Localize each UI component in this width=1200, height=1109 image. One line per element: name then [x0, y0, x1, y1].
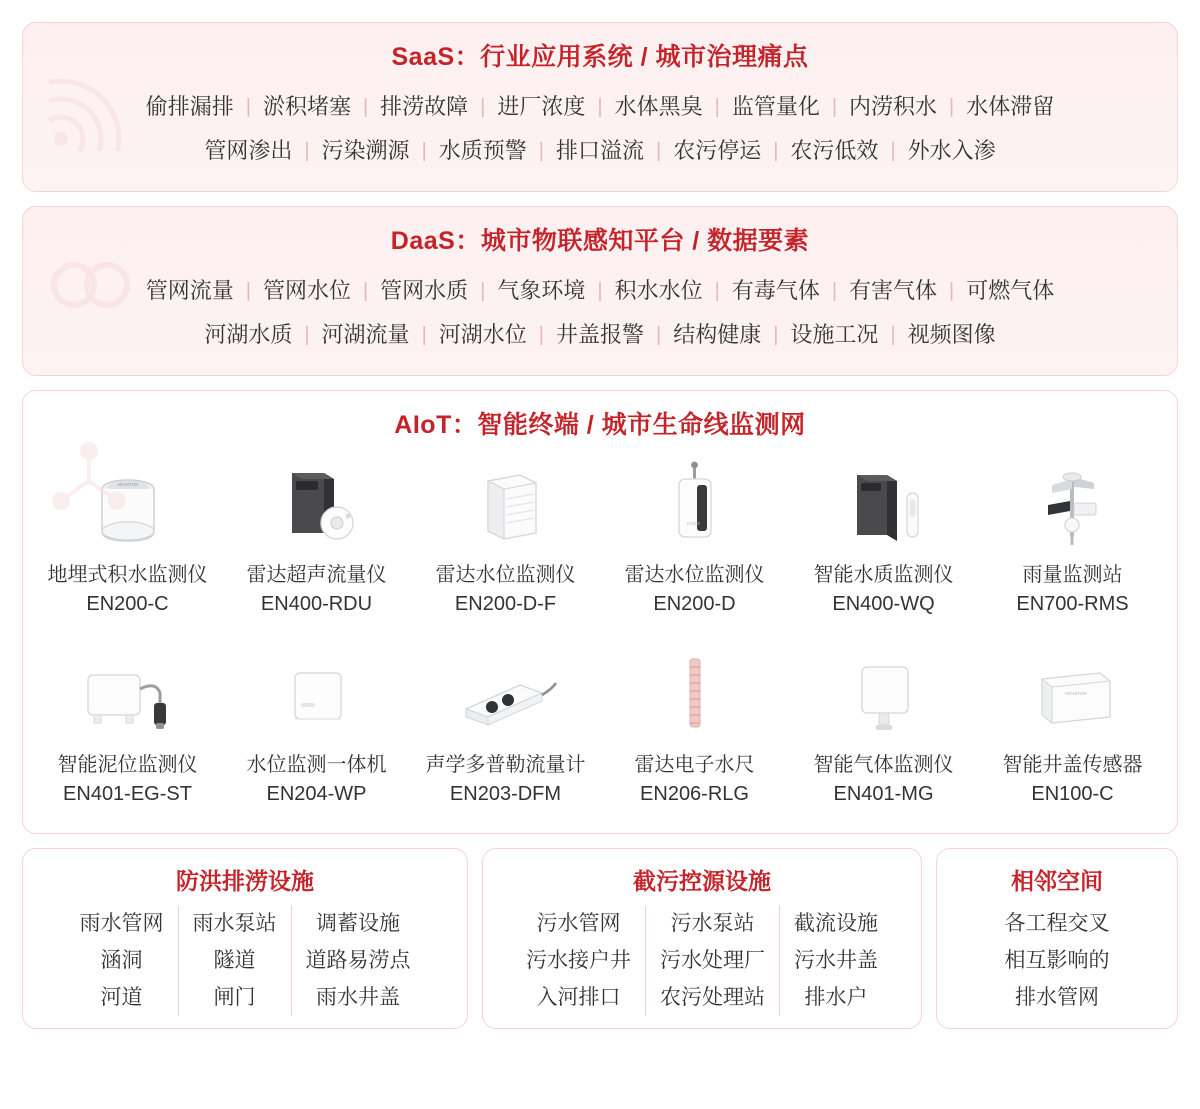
saas-keyword: 水体黑臭 — [614, 94, 703, 119]
device-name: 雷达超声流量仪 — [246, 564, 387, 586]
facility-item: 排水户 — [804, 985, 868, 1009]
daas-keyword: 结构健康 — [673, 322, 762, 347]
card-title: 防洪排涝设施 — [176, 868, 314, 894]
separator: | — [245, 96, 251, 118]
daas-keyword: 有害气体 — [849, 278, 938, 303]
device-card[interactable] — [789, 455, 978, 627]
separator: | — [597, 280, 603, 302]
device-card[interactable] — [600, 645, 789, 817]
svg-text:EN200: EN200 — [686, 521, 700, 526]
saas-keyword: 外水入渗 — [907, 138, 996, 163]
separator: | — [656, 324, 662, 346]
daas-keyword-rows — [23, 267, 1177, 375]
saas-keyword: 污染溯源 — [321, 138, 410, 163]
device-model: EN401-EG-ST — [63, 783, 192, 805]
device-name: 地埋式积水监测仪 — [47, 564, 208, 586]
daas-row-1 — [33, 269, 1167, 313]
card-column — [945, 906, 1169, 1016]
device-card[interactable] — [789, 645, 978, 817]
facility-item: 截流设施 — [794, 912, 878, 935]
daas-keyword: 河湖水位 — [438, 322, 527, 347]
separator: | — [949, 96, 955, 118]
saas-row-2 — [33, 129, 1167, 173]
separator: | — [480, 280, 486, 302]
device-model: EN400-RDU — [260, 593, 373, 615]
facility-item: 排水管网 — [1015, 985, 1099, 1009]
daas-keyword: 河湖水质 — [204, 322, 293, 347]
saas-keyword: 进厂浓度 — [497, 94, 586, 119]
device-card[interactable] — [222, 455, 411, 627]
device-model: EN700-RMS — [1016, 593, 1129, 615]
separator: | — [245, 280, 251, 302]
separator: | — [773, 324, 779, 346]
daas-panel — [22, 206, 1178, 376]
saas-keyword: 淤积堵塞 — [262, 94, 351, 119]
separator: | — [656, 140, 662, 162]
device-model: EN206-RLG — [640, 783, 749, 805]
separator: | — [362, 96, 369, 118]
saas-keyword: 水体滞留 — [966, 94, 1055, 119]
separator: | — [480, 96, 486, 118]
card-column — [291, 906, 425, 1016]
aiot-device-grid — [23, 451, 1177, 833]
aiot-panel — [22, 390, 1178, 834]
facility-item: 涵洞 — [100, 948, 143, 972]
device-name: 雷达水位监测仪 — [435, 564, 576, 586]
facility-item: 农污处理站 — [660, 985, 765, 1009]
daas-keyword: 可燃气体 — [966, 278, 1055, 303]
separator: | — [890, 140, 896, 162]
svg-text:MONITOR: MONITOR — [116, 482, 139, 487]
saas-keyword: 农污停运 — [673, 138, 762, 163]
separator: | — [304, 324, 310, 346]
daas-keyword: 管网水质 — [380, 278, 469, 303]
device-card[interactable] — [411, 645, 600, 817]
device-card[interactable] — [33, 645, 222, 817]
facility-item: 污水接户井 — [526, 948, 631, 972]
separator: | — [714, 280, 720, 302]
gas-monitor-icon — [809, 649, 959, 741]
saas-panel — [22, 22, 1178, 192]
radar-ultrasonic-flowmeter-icon — [242, 459, 392, 551]
facility-item: 污水处理厂 — [660, 948, 765, 972]
device-name: 智能泥位监测仪 — [57, 754, 198, 776]
facility-item: 闸门 — [213, 985, 256, 1009]
device-model: EN203-DFM — [449, 783, 562, 805]
facility-item: 隧道 — [213, 948, 256, 972]
device-model: EN200-D — [653, 593, 736, 615]
card-column — [178, 906, 291, 1016]
daas-keyword: 气象环境 — [497, 278, 586, 303]
device-card[interactable] — [600, 455, 789, 627]
svg-text:MONITOR: MONITOR — [1064, 691, 1087, 696]
saas-keyword: 排口溢流 — [555, 138, 644, 163]
card-column — [512, 906, 645, 1016]
facility-item: 各工程交叉 — [1004, 912, 1110, 935]
saas-keyword: 水质预警 — [438, 138, 527, 163]
device-model: EN200-C — [86, 593, 169, 615]
pollution-interception-card — [482, 848, 922, 1029]
facility-item: 河道 — [100, 985, 143, 1009]
device-name: 水位监测一体机 — [246, 754, 387, 776]
daas-keyword: 井盖报警 — [555, 322, 644, 347]
saas-keyword: 偷排漏排 — [145, 94, 234, 119]
acoustic-doppler-flowmeter-icon — [431, 649, 581, 741]
saas-title: SaaS：行业应用系统 / 城市治理痛点 — [391, 43, 809, 71]
sludge-level-monitor-icon — [53, 649, 203, 741]
device-name: 雨量监测站 — [1022, 564, 1123, 586]
device-name: 智能水质监测仪 — [813, 564, 954, 586]
card-columns — [491, 906, 913, 1016]
manhole-cover-sensor-icon — [998, 649, 1148, 741]
device-card[interactable] — [222, 645, 411, 817]
device-model: EN200-D-F — [454, 593, 557, 615]
radar-level-probe-icon — [620, 459, 770, 551]
card-title: 相邻空间 — [1011, 868, 1103, 894]
separator: | — [831, 280, 838, 302]
facility-item: 道路易涝点 — [305, 948, 411, 972]
device-name: 雷达电子水尺 — [634, 754, 755, 776]
device-card[interactable] — [411, 455, 600, 627]
daas-keyword: 视频图像 — [907, 322, 996, 347]
facility-item: 雨水泵站 — [192, 912, 277, 935]
separator: | — [362, 280, 369, 302]
separator: | — [831, 96, 838, 118]
saas-keyword: 农污低效 — [790, 138, 879, 163]
daas-title: DaaS：城市物联感知平台 / 数据要素 — [390, 227, 810, 255]
rain-gauge-station-icon — [998, 459, 1148, 551]
device-name: 雷达水位监测仪 — [624, 564, 765, 586]
daas-keyword: 有毒气体 — [731, 278, 820, 303]
facility-item: 污水管网 — [536, 912, 621, 935]
saas-keyword: 排涝故障 — [380, 94, 469, 119]
electronic-water-gauge-icon — [620, 649, 770, 741]
device-model: EN204-WP — [266, 783, 367, 805]
facility-item: 入河排口 — [536, 985, 621, 1009]
card-column — [66, 906, 178, 1016]
daas-keyword: 设施工况 — [790, 322, 879, 347]
saas-keyword: 监管量化 — [731, 94, 820, 119]
flood-drainage-card — [22, 848, 468, 1029]
daas-row-2 — [33, 313, 1167, 357]
device-card[interactable] — [978, 455, 1167, 627]
adjacent-space-card — [936, 848, 1178, 1029]
separator: | — [949, 280, 955, 302]
separator: | — [421, 140, 427, 162]
card-columns — [31, 906, 459, 1016]
device-name: 智能气体监测仪 — [813, 754, 954, 776]
facility-item: 污水井盖 — [794, 948, 878, 972]
daas-keyword: 积水水位 — [614, 278, 703, 303]
integrated-level-monitor-icon — [242, 649, 392, 741]
aiot-title: AIoT：智能终端 / 城市生命线监测网 — [394, 411, 806, 439]
separator: | — [597, 96, 603, 118]
saas-row-1 — [33, 85, 1167, 129]
device-row-1 — [33, 455, 1167, 627]
device-card[interactable] — [33, 455, 222, 627]
device-model: EN400-WQ — [832, 593, 935, 615]
separator: | — [714, 96, 720, 118]
device-model: EN100-C — [1031, 783, 1114, 805]
facility-item: 调蓄设施 — [316, 912, 400, 935]
separator: | — [421, 324, 427, 346]
card-column — [645, 906, 779, 1016]
separator: | — [538, 324, 544, 346]
saas-keyword: 内涝积水 — [849, 94, 938, 119]
daas-keyword: 河湖流量 — [321, 322, 410, 347]
radar-water-level-meter-icon — [431, 459, 581, 551]
facility-item: 污水泵站 — [670, 912, 755, 935]
card-column — [779, 906, 892, 1016]
device-name: 智能井盖传感器 — [1002, 754, 1143, 776]
device-model: EN401-MG — [833, 783, 934, 805]
separator: | — [538, 140, 544, 162]
separator: | — [304, 140, 310, 162]
facility-item: 雨水井盖 — [316, 985, 400, 1009]
saas-keyword: 管网渗出 — [204, 138, 293, 163]
facility-item: 相互影响的 — [1004, 948, 1110, 972]
buried-water-level-sensor-icon — [53, 459, 203, 551]
separator: | — [773, 140, 779, 162]
facility-cards — [22, 848, 1178, 1029]
device-row-2 — [33, 645, 1167, 817]
device-name: 声学多普勒流量计 — [425, 754, 586, 776]
device-card[interactable] — [978, 645, 1167, 817]
saas-keyword-rows — [23, 83, 1177, 191]
facility-item: 雨水管网 — [79, 912, 164, 935]
separator: | — [890, 324, 896, 346]
daas-keyword: 管网流量 — [145, 278, 234, 303]
daas-keyword: 管网水位 — [262, 278, 351, 303]
water-quality-monitor-icon — [809, 459, 959, 551]
card-title: 截污控源设施 — [633, 868, 771, 894]
